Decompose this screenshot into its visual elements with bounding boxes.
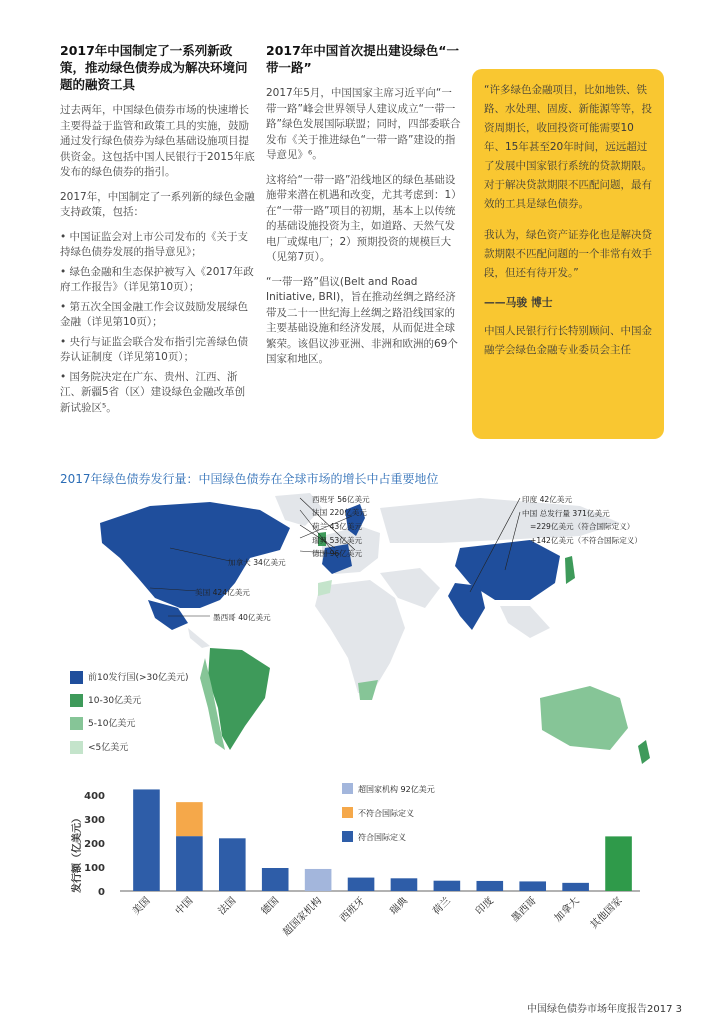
quote-author-title: 中国人民银行行长特别顾问、中国金融学会绿色金融专业委员会主任: [484, 325, 652, 356]
chart-legend-swatch: [342, 807, 353, 818]
map-label-france: 法国 220亿美元: [312, 508, 367, 517]
middle-heading: 2017年中国首次提出建设绿色“一带一路”: [266, 43, 460, 75]
chart-legend-label: 符合国际定义: [358, 833, 406, 842]
legend-item: [70, 716, 135, 730]
legend-label: <5亿美元: [88, 743, 129, 753]
quote-text-1: “许多绿色金融项目，比如地铁、铁路、水处理、固废、新能源等等，投资周期长，收回投资可能需要10年、15年甚至20年时间，远远超过了发展中国家银行系统的贷款期限。对于解决贷款期限不匹配问题，最有效的工具是绿色债券。: [484, 84, 652, 210]
legend-swatch: [70, 694, 83, 707]
chart-legend-swatch: [342, 783, 353, 794]
map-south-africa: [358, 680, 378, 700]
map-africa: [315, 580, 405, 693]
left-column: [60, 42, 255, 420]
map-new-zealand: [638, 740, 650, 764]
map-label-mexico: 墨西哥 40亿美元: [213, 613, 271, 622]
map-australia: [540, 686, 628, 750]
bar-瑞典: [391, 878, 418, 891]
left-bullet: • 中国证监会对上市公司发布的《关于支持绿色债券发展的指导意见》；: [60, 230, 249, 258]
x-tick-label: 美国: [130, 895, 153, 918]
page-footer: 中国绿色债券市场年度报告2017 3: [527, 1004, 682, 1015]
y-tick-label: 100: [84, 863, 105, 875]
map-label-china-noncompliant: +142亿美元（不符合国际定义）: [530, 536, 642, 545]
map-central-america: [188, 628, 210, 648]
bar-德国: [262, 868, 289, 891]
bar-法国: [219, 838, 246, 891]
map-india: [448, 583, 485, 630]
x-tick-label: 西班牙: [338, 895, 368, 925]
map-label-china-compliant: =229亿美元（符合国际定义）: [530, 522, 635, 531]
quote-box: [472, 69, 664, 439]
x-tick-label: 超国家机构: [281, 895, 325, 939]
chart-legend-label: 不符合国际定义: [358, 809, 414, 818]
chart-legend-swatch: [342, 831, 353, 842]
x-tick-label: 德国: [259, 895, 282, 918]
map-title: 2017年绿色债券发行量：中国绿色债券在全球市场的增长中占重要地位: [60, 472, 439, 486]
bar-其他国家: [605, 836, 632, 891]
middle-para-1: 2017年5月，中国国家主席习近平向“一带一路”峰会世界领导人建议成立“一带一路”绿色发展国际联盟；同时，四部委联合发布《关于推进绿色“一带一路”建设的指导意见》⁶。: [266, 87, 461, 161]
legend-label: 5-10亿美元: [88, 719, 136, 729]
legend-item: [70, 740, 128, 754]
map-southeast-asia: [500, 606, 550, 638]
left-para-1: 过去两年，中国绿色债券市场的快速增长主要得益于监管和政策工具的实施，鼓励通过发行绿色债券为绿色基础设施项目提供资金。这包括中国人民银行于2015年底发布的绿色债券的指引。: [60, 104, 255, 178]
left-bullet: • 国务院决定在广东、贵州、江西、浙江、新疆5省（区）建设绿色金融改革创新试验区⁵。: [60, 370, 246, 414]
bar-加拿大: [562, 883, 589, 891]
map-label-spain: 西班牙 56亿美元: [312, 495, 370, 504]
bar-chart: [70, 778, 650, 988]
y-tick-label: 200: [84, 839, 105, 851]
bar-中国: [176, 802, 203, 836]
bar-墨西哥: [519, 881, 546, 891]
y-tick-label: 0: [98, 887, 105, 898]
legend-swatch: [70, 741, 83, 754]
legend-swatch: [70, 717, 83, 730]
quote-text-2: 我认为，绿色资产证券化也是解决贷款期限不匹配问题的一个非常有效手段，但还有待开发。”: [484, 229, 652, 279]
legend-item: [70, 670, 188, 684]
bar-西班牙: [348, 878, 375, 891]
left-bullet: • 绿色金融和生态保护被写入《2017年政府工作报告》（详见第10页）；: [60, 265, 254, 293]
map-label-india: 印度 42亿美元: [522, 495, 573, 504]
quote-author: ——马骏 博士: [484, 296, 553, 309]
x-tick-label: 瑞典: [388, 895, 411, 918]
map-label-canada: 加拿大 34亿美元: [228, 558, 286, 567]
left-bullet: • 央行与证监会联合发布指引完善绿色债券认证制度（详见第10页）；: [60, 335, 249, 363]
map-label-netherlands: 荷兰 43亿美元: [312, 522, 363, 531]
bar-超国家机构: [305, 869, 332, 891]
middle-column: [266, 42, 461, 377]
y-tick-label: 400: [84, 791, 105, 803]
chart-legend-label: 超国家机构 92亿美元: [358, 785, 435, 794]
x-tick-label: 印度: [473, 895, 496, 918]
x-tick-label: 其他国家: [588, 895, 625, 932]
chart-y-label: 发行额（亿美元）: [72, 813, 83, 893]
bar-美国: [133, 789, 160, 891]
left-para-2: 2017年，中国制定了一系列新的绿色金融支持政策，包括：: [60, 190, 255, 218]
bar-荷兰: [434, 881, 461, 891]
middle-para-3: “一带一路”倡议(Belt and Road Initiative, BRI)，旨在推动丝绸之路经济带及二十一世纪海上丝绸之路沿线国家的主要基础设施和经济发展，从而促进全球繁荣。该倡议涉亚洲、非洲和欧洲的69个国家和地区。: [266, 275, 458, 365]
x-tick-label: 墨西哥: [509, 895, 539, 925]
legend-swatch: [70, 671, 83, 684]
x-tick-label: 荷兰: [431, 895, 453, 918]
legend-label: 10-30亿美元: [88, 696, 142, 706]
y-tick-label: 300: [84, 815, 105, 827]
bar-中国: [176, 836, 203, 891]
bar-印度: [476, 881, 503, 891]
x-tick-label: 中国: [173, 895, 196, 918]
x-tick-label: 法国: [216, 895, 239, 918]
left-bullet: • 第五次全国金融工作会议鼓励发展绿色金融（详见第10页）；: [60, 300, 249, 328]
map-label-germany: 德国 96亿美元: [312, 549, 363, 558]
map-japan: [565, 556, 575, 584]
x-tick-label: 加拿大: [552, 895, 582, 925]
map-label-usa: 美国 424亿美元: [195, 588, 250, 597]
legend-item: [70, 693, 141, 707]
middle-para-2: 这将给“一带一路”沿线地区的绿色基础设施带来潜在机遇和改变，尤其考虑到：1）在“一带一路”项目的初期，基本上以传统的基础设施投资为主，如道路、天然气发电厂或煤电厂；2）预期投资的规模巨大（见第7页）。: [266, 173, 457, 263]
left-heading: 2017年中国制定了一系列新政策，推动绿色债券成为解决环境问题的融资工具: [60, 43, 248, 92]
legend-label: 前10发行国(>30亿美元): [88, 673, 189, 683]
map-label-sweden: 瑞典 53亿美元: [312, 536, 363, 545]
map-label-china: 中国 总发行量 371亿美元: [522, 509, 610, 518]
